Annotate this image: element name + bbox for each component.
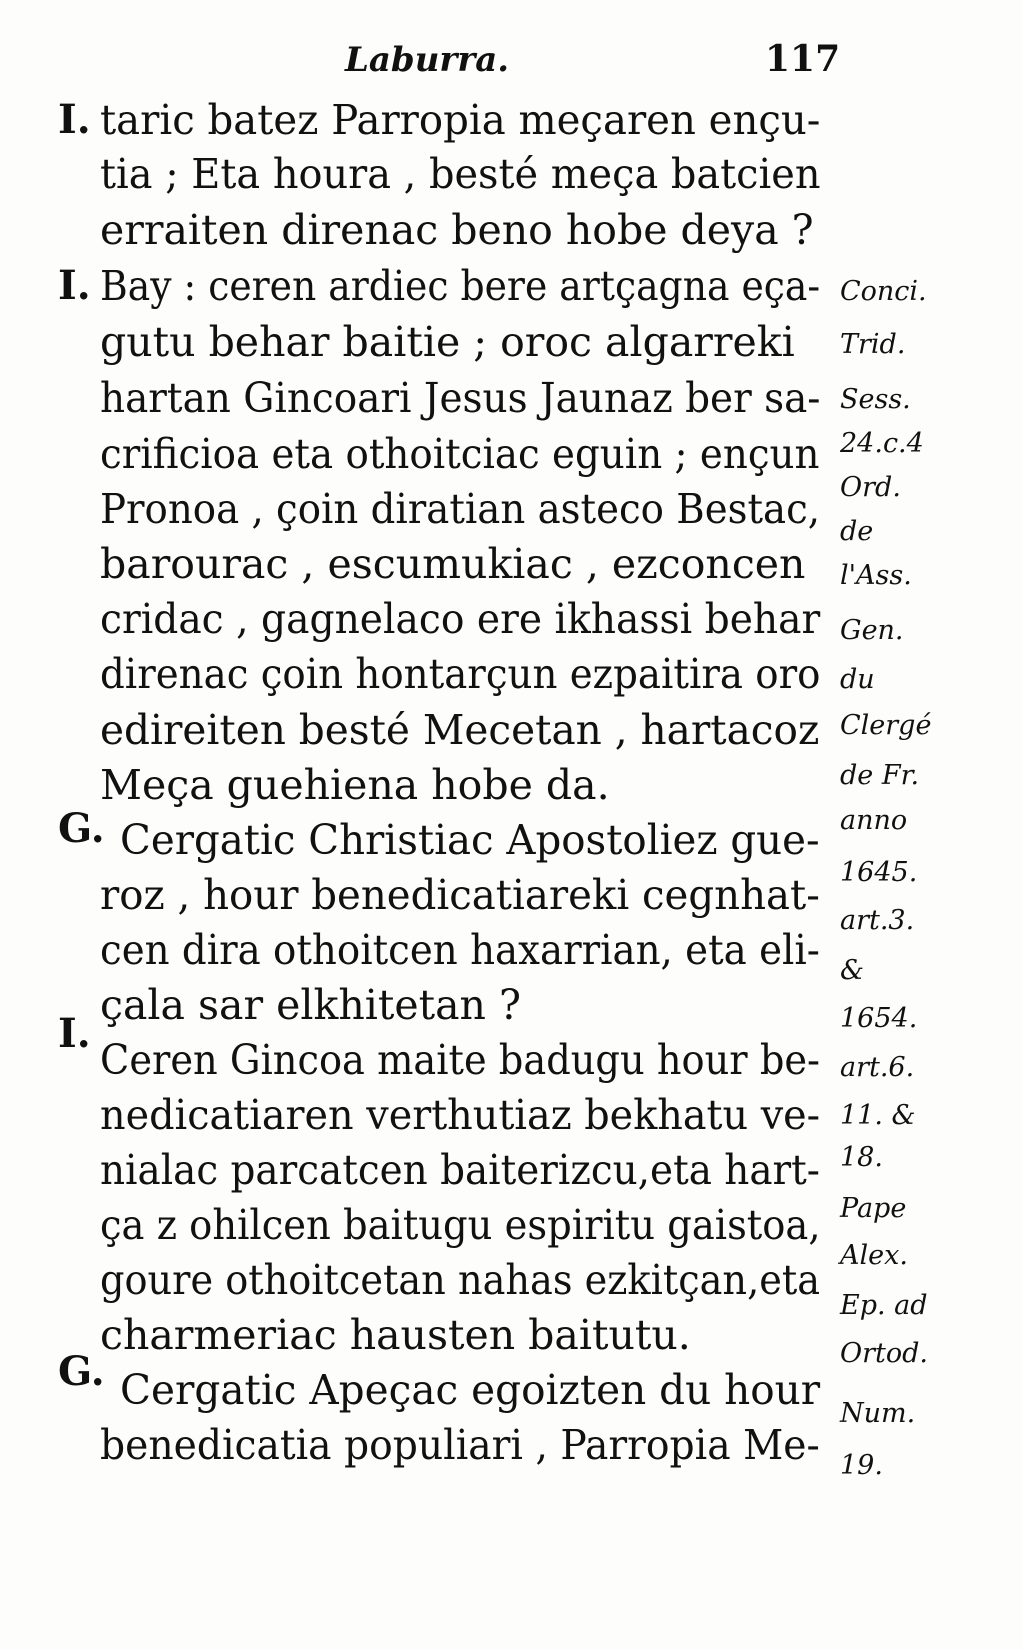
margin-note: Sess.	[840, 384, 911, 415]
paragraph-marker: I.	[58, 1010, 91, 1057]
text-line: roz , hour benedicatiareki cegnhat-	[100, 871, 820, 919]
margin-note: anno	[840, 805, 908, 836]
running-title: Laburra.	[345, 40, 510, 80]
text-line: Meça guehiena hobe da.	[100, 761, 610, 809]
text-line: Cergatic Christiac Apostoliez gue-	[120, 816, 820, 864]
margin-note: de Fr.	[840, 760, 920, 791]
page-number: 117	[765, 38, 841, 80]
margin-note: Trid.	[840, 329, 906, 360]
paragraph-marker: I.	[58, 262, 91, 309]
text-line: barourac , escumukiac , ezconcen	[100, 540, 806, 588]
margin-note: Alex.	[840, 1240, 908, 1271]
text-line: charmeriac hausten baitutu.	[100, 1311, 691, 1359]
text-line: ça z ohilcen baitugu espiritu gaistoa,	[100, 1201, 821, 1249]
paragraph-marker: G.	[58, 1348, 105, 1395]
paragraph-marker: I.	[58, 96, 91, 143]
text-line: benedicatia populiari , Parropia Me-	[100, 1421, 820, 1469]
margin-note: Conci.	[840, 276, 927, 307]
text-line: nedicatiaren verthutiaz bekhatu ve-	[100, 1091, 821, 1139]
text-line: Pronoa , çoin diratian asteco Bestac,	[100, 485, 821, 533]
margin-note: l'Ass.	[840, 560, 912, 591]
text-line: nialac parcatcen baiterizcu,eta hart-	[100, 1146, 820, 1194]
text-line: direnac çoin hontarçun ezpaitira oro	[100, 650, 821, 698]
margin-note: de	[840, 516, 874, 547]
text-line: gutu behar baitie ; oroc algarreki	[100, 318, 795, 366]
margin-note: Num.	[840, 1398, 916, 1429]
margin-note: 19.	[840, 1450, 883, 1481]
margin-note: 1645.	[840, 857, 918, 888]
text-line: edireiten besté Mecetan , hartacoz	[100, 706, 820, 754]
margin-note: art.6.	[840, 1052, 915, 1083]
text-line: çala sar elkhitetan ?	[100, 981, 521, 1029]
margin-note: 18.	[840, 1142, 883, 1173]
text-line: cen dira othoitcen haxarrian, eta eli-	[100, 926, 820, 974]
text-line: Cergatic Apeçac egoizten du hour	[120, 1366, 821, 1414]
margin-note: Gen.	[840, 615, 904, 646]
margin-note: Pape	[840, 1193, 907, 1224]
margin-note: art.3.	[840, 905, 915, 936]
text-line: hartan Gincoari Jesus Jaunaz ber sa-	[100, 374, 821, 422]
text-line: crificioa eta othoitciac eguin ; ençun	[100, 430, 820, 478]
margin-note: &	[840, 955, 865, 986]
text-line: Bay : ceren ardiec bere artçagna eça-	[100, 262, 821, 310]
text-line: tia ; Eta houra , besté meça batcien	[100, 150, 821, 198]
text-line: cridac , gagnelaco ere ikhassi behar	[100, 595, 821, 643]
margin-note: 1654.	[840, 1003, 918, 1034]
text-line: Ceren Gincoa maite badugu hour be-	[100, 1036, 821, 1084]
margin-note: 11. &	[840, 1100, 916, 1131]
paragraph-marker: G.	[58, 805, 105, 852]
text-line: erraiten direnac beno hobe deya ?	[100, 206, 814, 254]
margin-note: du	[840, 664, 875, 695]
margin-note: Ord.	[840, 472, 901, 503]
text-line: goure othoitcetan nahas ezkitçan,eta	[100, 1256, 821, 1304]
margin-note: Ortod.	[840, 1338, 929, 1369]
text-line: taric batez Parropia meçaren ençu-	[100, 96, 821, 144]
margin-note: Clergé	[840, 710, 932, 741]
margin-note: 24.c.4	[840, 428, 924, 459]
margin-note: Ep. ad	[840, 1290, 928, 1321]
